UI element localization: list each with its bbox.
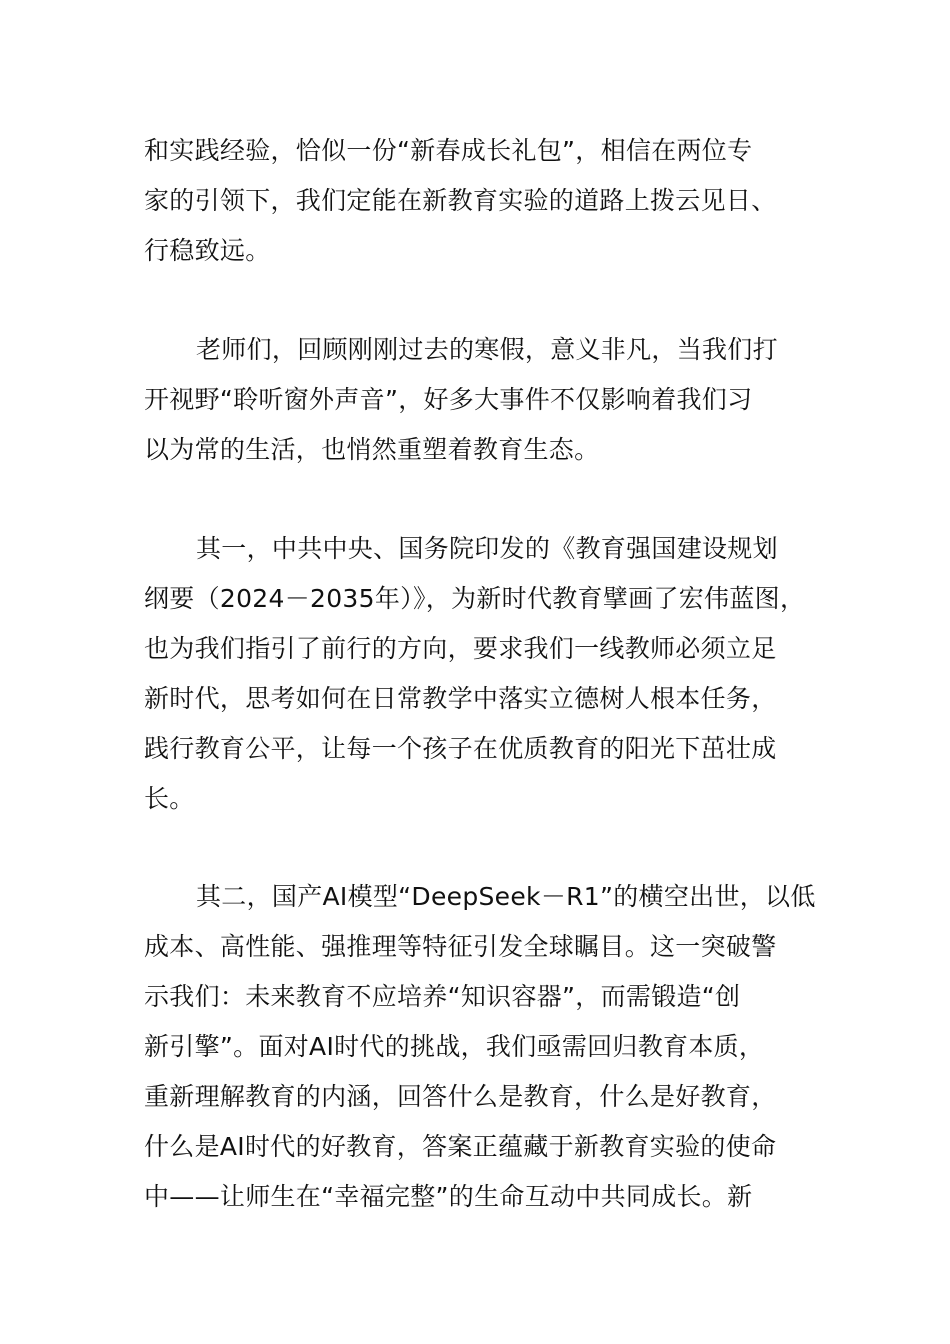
paragraph-line: 行稳致远。 [144,236,271,265]
paragraph-line: 长。 [144,784,195,813]
paragraph-line: 其一，中共中央、国务院印发的《教育强国建设规划 [196,534,778,563]
paragraph-line: 成本、高性能、强推理等特征引发全球瞩目。这一突破警 [144,932,777,961]
paragraph-line: 纲要（2024－2035年）》，为新时代教育擘画了宏伟蓝图， [144,584,806,613]
paragraph-4 [144,872,824,1222]
paragraph-1 [144,126,824,276]
paragraph-line: 示我们：未来教育不应培养“知识容器”，而需锻造“创 [144,982,741,1011]
paragraph-3 [144,524,824,824]
paragraph-2 [144,325,824,475]
paragraph-line: 家的引领下，我们定能在新教育实验的道路上拨云见日、 [144,186,777,215]
paragraph-line: 中——让师生在“幸福完整”的生命互动中共同成长。新 [144,1182,753,1211]
paragraph-line: 和实践经验，恰似一份“新春成长礼包”，相信在两位专 [144,136,753,165]
paragraph-line: 其二，国产AI模型“DeepSeek－R1”的横空出世，以低 [196,882,816,911]
paragraph-line: 重新理解教育的内涵，回答什么是教育，什么是好教育， [144,1082,777,1111]
paragraph-line: 老师们，回顾刚刚过去的寒假，意义非凡，当我们打 [196,335,778,364]
paragraph-line: 也为我们指引了前行的方向，要求我们一线教师必须立足 [144,634,777,663]
paragraph-line: 新引擎”。面对AI时代的挑战，我们亟需回归教育本质， [144,1032,765,1061]
paragraph-line: 新时代，思考如何在日常教学中落实立德树人根本任务， [144,684,777,713]
paragraph-line: 践行教育公平，让每一个孩子在优质教育的阳光下茁壮成 [144,734,777,763]
paragraph-line: 开视野“聆听窗外声音”，好多大事件不仅影响着我们习 [144,385,753,414]
paragraph-line: 什么是AI时代的好教育，答案正蕴藏于新教育实验的使命 [144,1132,777,1161]
paragraph-line: 以为常的生活，也悄然重塑着教育生态。 [144,435,600,464]
